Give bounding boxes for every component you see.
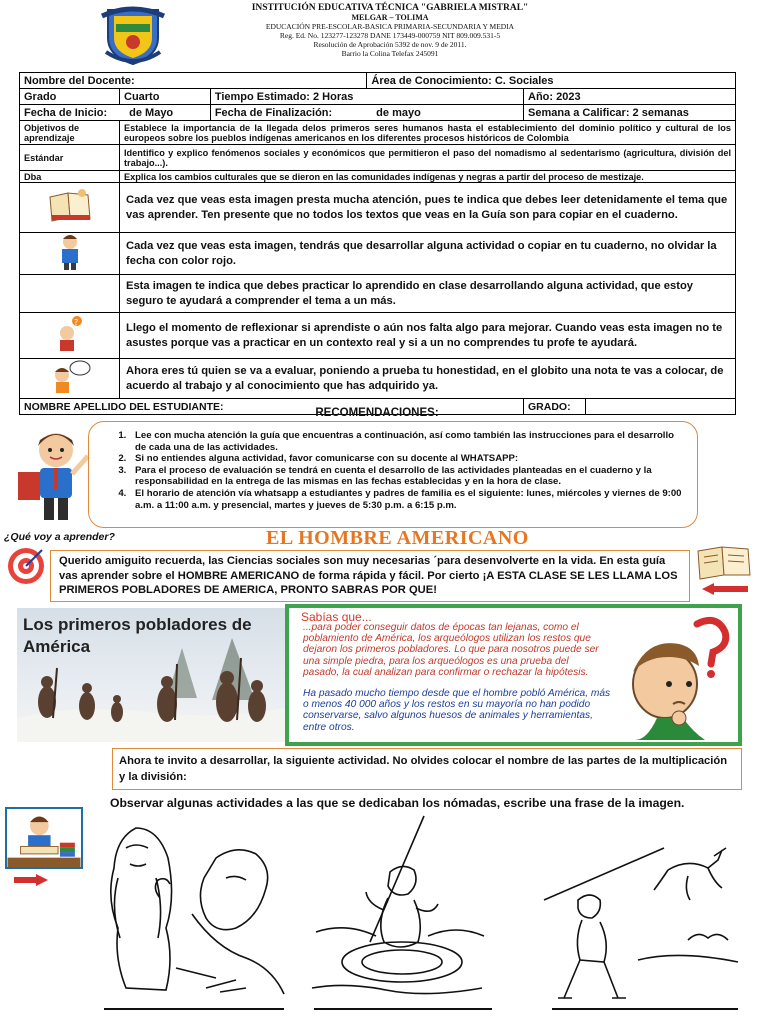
pobladores-title: Los primeros pobladores de América: [23, 615, 252, 656]
que-voy-label: ¿Qué voy a aprender?: [4, 531, 115, 543]
icon-row-read-text: Cada vez que veas esta imagen presta mucha atención, pues te indica que debes leer detenidamente el tema que vas aprender. Ten presente que no todos los textos que veas en la Guía son para copiar en el cuaderno.: [120, 183, 736, 233]
estandar-text: Identifico y explico fenómenos sociales y económicos que permitieron el paso del nomadismo al sedentarismo (agricultura, división del trabajo...).: [120, 145, 736, 171]
school-crest-icon: [100, 4, 166, 66]
target-icon: [6, 546, 46, 586]
arrow-right-icon: [12, 873, 50, 887]
icon-cell-write: [20, 233, 120, 275]
guide-info-table: [19, 72, 736, 415]
sabias-paragraph-1: ...para poder conseguir datos de épocas tan lejanas, como el poblamiento de América, los arqueólogos utilizan los restos que dejaron los primeros pobladores. Lo que para nosotros puede ser una simple piedra, para los arqueólogos es una prueba del pasado, la cual analizan para confirmar o rechazar la hipótesis.: [303, 622, 599, 678]
boy-fishing-drawing: [306, 812, 492, 1002]
inicio-label: Fecha de Inicio:: [24, 106, 108, 119]
icon-cell-evaluate: [20, 359, 120, 399]
fin-value: de mayo: [376, 106, 421, 119]
dba-label: Dba: [20, 171, 120, 183]
open-book-icon: [692, 541, 756, 581]
teacher-icon: [14, 426, 94, 526]
answer-line-2[interactable]: [314, 1008, 492, 1010]
anio-label: Año: 2023: [524, 89, 736, 105]
cavemen-walking-icon: [17, 608, 285, 742]
intro-text: Querido amiguito recuerda, las Ciencias sociales son muy necesarias ´para desenvolverte en la vida. En esta guía vas aprender sobre el HOMBRE AMERICANO de forma rápida y fácil. Por cierto ¡A ESTA CLASE SE LES LLAMA LOS PRIMEROS POBLADORES DE AMERICA, PRONTO SABRAS POR QUE!: [59, 555, 678, 597]
institution-address: Barrio la Colina Telefax 245091: [341, 49, 439, 58]
recomendacion-item: 1. Lee con mucha atención la guía que encuentras a continuación, así como también las instrucciones para el desarrollo de cada una de las actividades.: [129, 430, 685, 453]
hunter-deer-drawing: [538, 830, 748, 1006]
recomendaciones-title: RECOMENDACIONES:: [315, 407, 439, 419]
observe-instruction: Observar algunas actividades a las que se dedicaban los nómadas, escribe una frase de la imagen.: [110, 796, 685, 810]
answer-line-1[interactable]: [104, 1008, 284, 1010]
institution-name: INSTITUCIÓN EDUCATIVA TÉCNICA "GABRIELA MISTRAL": [251, 3, 529, 13]
icon-row-write-text: Cada vez que veas esta imagen, tendrás que desarrollar alguna actividad o copiar en tu cuaderno, no olvidar la fecha con color rojo.: [120, 233, 736, 275]
dba-text: Explica los cambios culturales que se dieron en las comunidades indígenas y negras a partir del proceso de mestizaje.: [120, 171, 736, 183]
icon-cell-practice: [20, 275, 120, 313]
icon-row-evaluate-text: Ahora eres tú quien se va a evaluar, poniendo a prueba tu honestidad, en el globito una nota te vas a colocar, de acuerdo al trabajo y al conocimiento que has adquirido ya.: [120, 359, 736, 399]
area-cell: [367, 73, 736, 89]
grado2-label: GRADO:: [524, 399, 586, 415]
arrow-left-icon: [700, 582, 750, 596]
tiempo-label: Tiempo Estimado: 2 Horas: [210, 89, 523, 105]
recomendacion-item: 2. Si no entiendes alguna actividad, favor comunicarse con su docente al WHATSAPP:: [129, 453, 685, 465]
inicio-value: de Mayo: [129, 106, 174, 119]
recomendaciones-list: [117, 430, 685, 511]
institution-resolution: Resolución de Aprobación 5392 de nov. 9 de 2011.: [313, 40, 467, 49]
icon-cell-read: [20, 183, 120, 233]
grado-value: Cuarto: [120, 89, 211, 105]
estandar-label: Estándar: [20, 145, 120, 171]
caveman-fire-drawing: [96, 818, 292, 1004]
svg-text:?: ?: [73, 318, 78, 327]
activity-text: Ahora te invito a desarrollar, la siguiente actividad. No olvides colocar el nombre de las partes de la multiplicación y la división:: [119, 755, 728, 783]
intro-box: [50, 550, 690, 602]
recomendacion-item: 3. Para el proceso de evaluación se tendrá en cuenta el desarrollo de las actividades planteadas en el cuaderno y la responsabilidad en la entrega de las mismas en las fechas establecidas y en la hora de clase.: [129, 465, 685, 488]
area-label: Área de Conocimiento: C. Sociales: [371, 74, 554, 87]
institution-info: [170, 4, 610, 58]
docente-label: Nombre del Docente:: [24, 74, 135, 87]
institution-levels: EDUCACIÓN PRE-ESCOLAR-BASICA PRIMARIA-SECUNDARIA Y MEDIA: [265, 22, 515, 31]
student-reading-icon: [5, 807, 83, 869]
icon-cell-reflect: [20, 313, 120, 359]
semana-label: Semana a Calificar: 2 semanas: [524, 105, 736, 121]
icon-row-practice-text: Esta imagen te indica que debes practicar lo aprendido en clase desarrollando alguna actividad, que estoy seguro te ayudará a comprender el tema a un más.: [120, 275, 736, 313]
icon-row-reflect-text: Llego el momento de reflexionar si aprendiste o aún nos falta algo para mejorar. Cuando veas esta imagen no te asustes porque vas a practicar en un contexto real y si a un no comprendes tu profe te ayudará.: [120, 313, 736, 359]
pobladores-image: [17, 608, 285, 742]
answer-line-3[interactable]: [552, 1008, 738, 1010]
institution-registry: Reg. Ed. No. 123277-123278 DANE 173449-000759 NIT 809.009.531-5: [279, 31, 501, 40]
recomendaciones-box: [88, 421, 698, 528]
inicio-cell[interactable]: [20, 105, 211, 121]
sabias-title: Sabías que...: [301, 610, 372, 624]
fin-cell[interactable]: [210, 105, 523, 121]
estudiante-label: NOMBRE APELLIDO DEL ESTUDIANTE:: [24, 400, 224, 413]
lesson-title: EL HOMBRE AMERICANO: [266, 527, 529, 549]
grado-label: Grado: [20, 89, 120, 105]
objetivos-text: Establece la importancia de la llegada delos primeros seres humanos hasta el establecimiento del dominio político y cultural de los europeos sobre los pueblos indígenas americanos en los diferentes procesos históricos de Colombia: [120, 121, 736, 145]
recomendacion-item: 4. El horario de atención vía whatsapp a estudiantes y padres de familia es el siguiente: lunes, miércoles y viernes de 9:00 a.m. a 11:00 a.m. y presencial, martes y jueves de 5:30 p.m. a 6:15 p.m.: [129, 488, 685, 511]
institution-location: MELGAR – TOLIMA: [351, 13, 429, 22]
student-writing-icon: [55, 233, 85, 271]
document-header: [0, 0, 768, 70]
sabias-que-inner: [289, 608, 738, 742]
thinking-boy-icon: [617, 614, 737, 740]
fin-label: Fecha de Finalización:: [214, 106, 333, 119]
sabias-que-box: [285, 604, 742, 746]
activity-box: [112, 748, 742, 790]
objetivos-label: Objetivos de aprendizaje: [20, 121, 120, 145]
kid-speech-bubble-icon: [48, 359, 92, 395]
docente-cell[interactable]: [20, 73, 367, 89]
sabias-paragraph-2: Ha pasado mucho tiempo desde que el hombre pobló América, más o menos 40 000 años y los restos en su mayoría no han podido conservarse, salvo algunos huesos de animales y herramientas, entre otros.: [303, 688, 611, 733]
thinking-kid-icon: [53, 315, 87, 353]
open-book-icon: [46, 187, 94, 225]
